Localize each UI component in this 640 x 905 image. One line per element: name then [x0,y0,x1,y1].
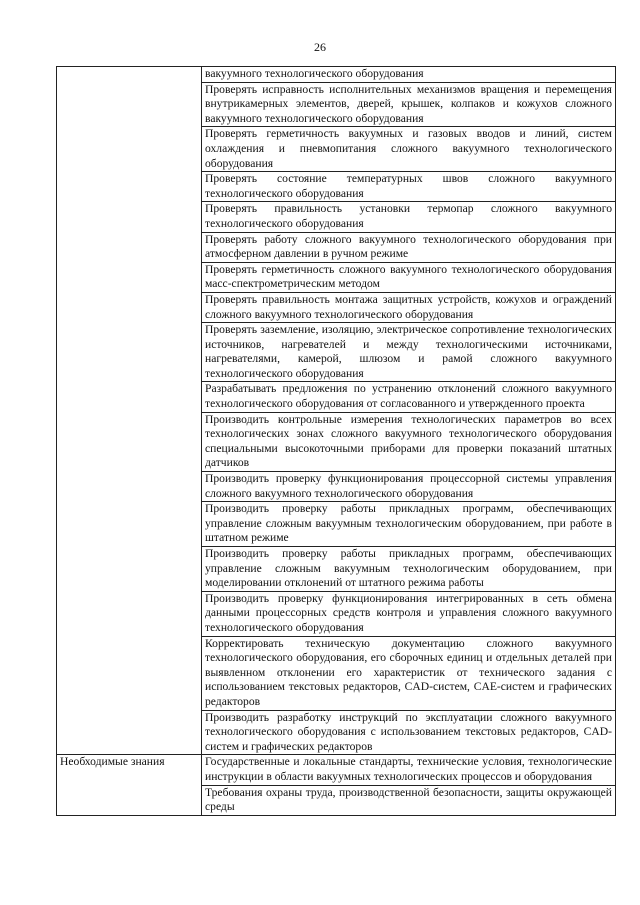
row-label [57,547,202,592]
row-label [57,502,202,547]
table-row [57,127,616,172]
page-number: 26 [314,40,326,54]
row-text: Производить проверку работы прикладных программ, обеспечивающих управление сложным вакуумным технологическим оборудованием, при моделировании отклонений от штатного режима работы [202,547,616,592]
row-label [57,202,202,232]
row-text: Проверять герметичность сложного вакуумного технологического оборудования масс-спектрометрическим методом [202,262,616,292]
table-row [57,412,616,471]
table-row [57,292,616,322]
row-label [57,232,202,262]
row-label: Необходимые знания [57,755,202,785]
table-row [57,323,616,382]
row-text: Производить проверку функционирования процессорной системы управления сложного вакуумного технологического оборудования [202,472,616,502]
row-text: Проверять заземление, изоляцию, электрическое сопротивление технологических источников, нагревателей и между технологическими источниками, нагревателями, камерой, шлюзом и рамой сложного вакуумного технологического оборудования [202,323,616,382]
row-label [57,591,202,636]
table-row [57,710,616,755]
requirements-table [56,66,616,816]
row-text: Производить контрольные измерения технологических параметров во всех технологических зонах сложного вакуумного технологического оборудования специальными высокоточными приборами для проверки показаний штатных датчиков [202,412,616,471]
row-label [57,127,202,172]
row-label [57,412,202,471]
table-row [57,636,616,710]
table-row [57,382,616,412]
row-label [57,262,202,292]
table-row [57,502,616,547]
table-body [57,67,616,816]
row-text: Государственные и локальные стандарты, технические условия, технологические инструкции в области вакуумных технологических процессов и оборудования [202,755,616,785]
table-row [57,172,616,202]
row-label [57,636,202,710]
table-row [57,82,616,127]
table-row [57,262,616,292]
row-text: Производить проверку функционирования интегрированных в сеть обмена данными процессорных средств контроля и управления сложного вакуумного технологического оборудования [202,591,616,636]
table-row [57,547,616,592]
row-text: Проверять состояние температурных швов сложного вакуумного технологического оборудования [202,172,616,202]
row-label [57,382,202,412]
row-text: вакуумного технологического оборудования [202,67,616,83]
row-label [57,172,202,202]
row-label [57,785,202,815]
row-label [57,82,202,127]
row-label [57,323,202,382]
row-text: Требования охраны труда, производственной безопасности, защиты окружающей среды [202,785,616,815]
row-text: Производить разработку инструкций по эксплуатации сложного вакуумного технологического оборудования с использованием текстовых редакторов, CAD-систем и графических редакторов [202,710,616,755]
row-text: Проверять правильность монтажа защитных устройств, кожухов и ограждений сложного вакуумного технологического оборудования [202,292,616,322]
row-text: Корректировать техническую документацию сложного вакуумного технологического оборудования, его сборочных единиц и отдельных деталей при выявленном отклонении его характеристик от технического задания с использованием текстовых редакторов, CAD-систем, CAE-систем и графических редакторов [202,636,616,710]
table-row [57,785,616,815]
table-row [57,67,616,83]
row-text: Проверять правильность установки термопар сложного вакуумного технологического оборудования [202,202,616,232]
row-label [57,472,202,502]
row-text: Разрабатывать предложения по устранению отклонений сложного вакуумного технологического оборудования от согласованного и утвержденного проекта [202,382,616,412]
row-text: Проверять исправность исполнительных механизмов вращения и перемещения внутрикамерных элементов, дверей, крышек, колпаков и кожухов сложного вакуумного технологического оборудования [202,82,616,127]
table-row [57,591,616,636]
row-label [57,67,202,83]
row-text: Проверять герметичность вакуумных и газовых вводов и линий, систем охлаждения и пневмопитания сложного вакуумного технологического оборудования [202,127,616,172]
row-label [57,710,202,755]
table-row [57,755,616,785]
table-row [57,232,616,262]
row-text: Проверять работу сложного вакуумного технологического оборудования при атмосферном давлении в ручном режиме [202,232,616,262]
table-row [57,472,616,502]
row-text: Производить проверку работы прикладных программ, обеспечивающих управление сложным вакуумным технологическим оборудованием, при работе в штатном режиме [202,502,616,547]
table-row [57,202,616,232]
row-label [57,292,202,322]
